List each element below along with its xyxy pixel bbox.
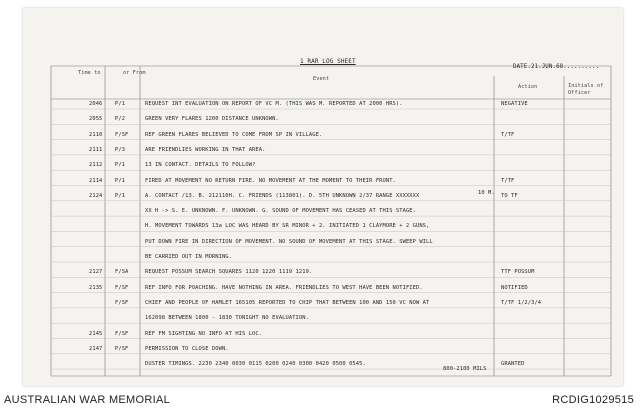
log-from: P/1 [115,177,126,184]
log-from: F/SA [115,269,129,276]
log-from: P/3 [115,146,126,153]
sheet-title: 1 RAR LOG SHEET [300,58,356,65]
log-event: GREEN VERY FLARES 1200 DISTANCE UNKNOWN. [145,116,279,123]
log-event: REF INFO FOR POACHING. HAVE NOTHING IN AREA. FRIENDLIES TO WEST HAVE BEEN NOTIFIED. [145,284,423,291]
log-event: PUT DOWN FIRE IN DIRECTION OF MOVEMENT. NO SOUND OF MOVEMENT AT THIS STAGE. SWEEP WILL [145,238,433,245]
archive-footer [0,391,640,411]
header-from: or From [123,70,146,76]
log-time: 2112 [89,162,103,169]
log-action: GRANTED [501,361,525,368]
log-from: P/1 [115,162,126,169]
log-time: 2055 [89,116,103,123]
log-from: F/SF [115,299,129,306]
log-time: 2046 [89,101,103,107]
header-initials: Initials of Officer [568,83,604,96]
log-action: TO TF [501,192,518,199]
log-time: 2147 [89,345,103,352]
log-time: 2135 [89,284,103,291]
log-action: T/TF 1/2/3/4 [501,299,542,306]
header-event: Event [313,76,330,82]
log-action: T/TF [501,131,515,138]
header-action: Action [518,84,538,90]
log-from: F/SF [115,284,129,291]
log-time: 2127 [89,269,103,276]
log-action: TTF POSSUM [501,269,535,276]
log-from: P/1 [115,101,126,107]
log-action: T/TF [501,177,515,184]
log-time: 2114 [89,177,103,184]
log-event: PERMISSION TO CLOSE DOWN. [145,345,229,352]
log-action: NEGATIVE [501,101,528,107]
margin-note: 10 M. [478,190,495,196]
log-time: 2110 [89,131,103,138]
log-event: XX H -> S. E. UNKNOWN. F. UNKNOWN. G. SOUND OF MOVEMENT HAS CEASED AT THIS STAGE. [145,208,416,215]
log-time: 2111 [89,146,103,153]
log-time: 2145 [89,330,103,337]
log-event: DUSTER TIMINGS. 2230 2340 0030 0115 0200 0240 0300 0420 0500 0545. [145,361,366,368]
log-event: CHIEF AND PEOPLE OF HAMLET 165105 REPORTED TO CHIP THAT BETWEEN 100 AND 150 VC NOW AT [145,299,430,306]
log-event: ARE FRIENDLIES WORKING IN THAT AREA. [145,146,266,153]
log-event: REF GREEN FLARES BELIEVED TO COME FROM SP IN VILLAGE. [145,131,323,138]
log-from: P/SF [115,345,129,352]
log-event: REQUEST INT EVALUATION ON REPORT OF VC M. (THIS WAS M. REPORTED AT 2000 HRS). [145,101,403,107]
log-event: H. MOVEMENT TOWARDS 13a LOC WAS HEARD BY SR MINOR + 2. INITIATED 1 CLAYMORE + 2 GUNS, [145,223,430,230]
log-event: FIRED AT MOVEMENT NO RETURN FIRE. NO MOVEMENT AT THE MOMENT TO THEIR FRONT. [145,177,396,184]
footer-source: AUSTRALIAN WAR MEMORIAL [4,394,171,406]
log-event: 162098 BETWEEN 1800 - 1830 TONIGHT NO EVALUATION. [145,315,309,322]
log-event: BE CARRIED OUT IN MORNING. [145,254,232,260]
header-time: Time to [78,70,101,76]
log-event: REF FM SIGHTING NO INFO AT HIS LOC. [145,330,263,337]
log-event: REQUEST POSSUM SEARCH SQUARES 1120 1220 1119 1219. [145,269,313,276]
log-event: A. CONTACT /13. B. 212110H. C. FRIENDS (113801). D. 5TH UNKNOWN 2/37 RANGE XXXXXXX [145,192,420,199]
margin-note: 800-2100 MILS [443,366,487,372]
log-from: F/SF [115,330,129,337]
log-action: NOTIFIED [501,284,528,291]
log-from: F/SF [115,131,129,138]
log-from: P/2 [115,116,126,123]
footer-id: RCDIG1029515 [552,394,634,406]
sheet-date: DATE.21.JUN.68.......... [513,64,600,70]
log-time: 2124 [89,192,103,199]
log-sheet-page [23,8,623,386]
log-from: P/1 [115,192,126,199]
log-event: 13 IN CONTACT. DETAILS TO FOLLOW? [145,162,256,169]
